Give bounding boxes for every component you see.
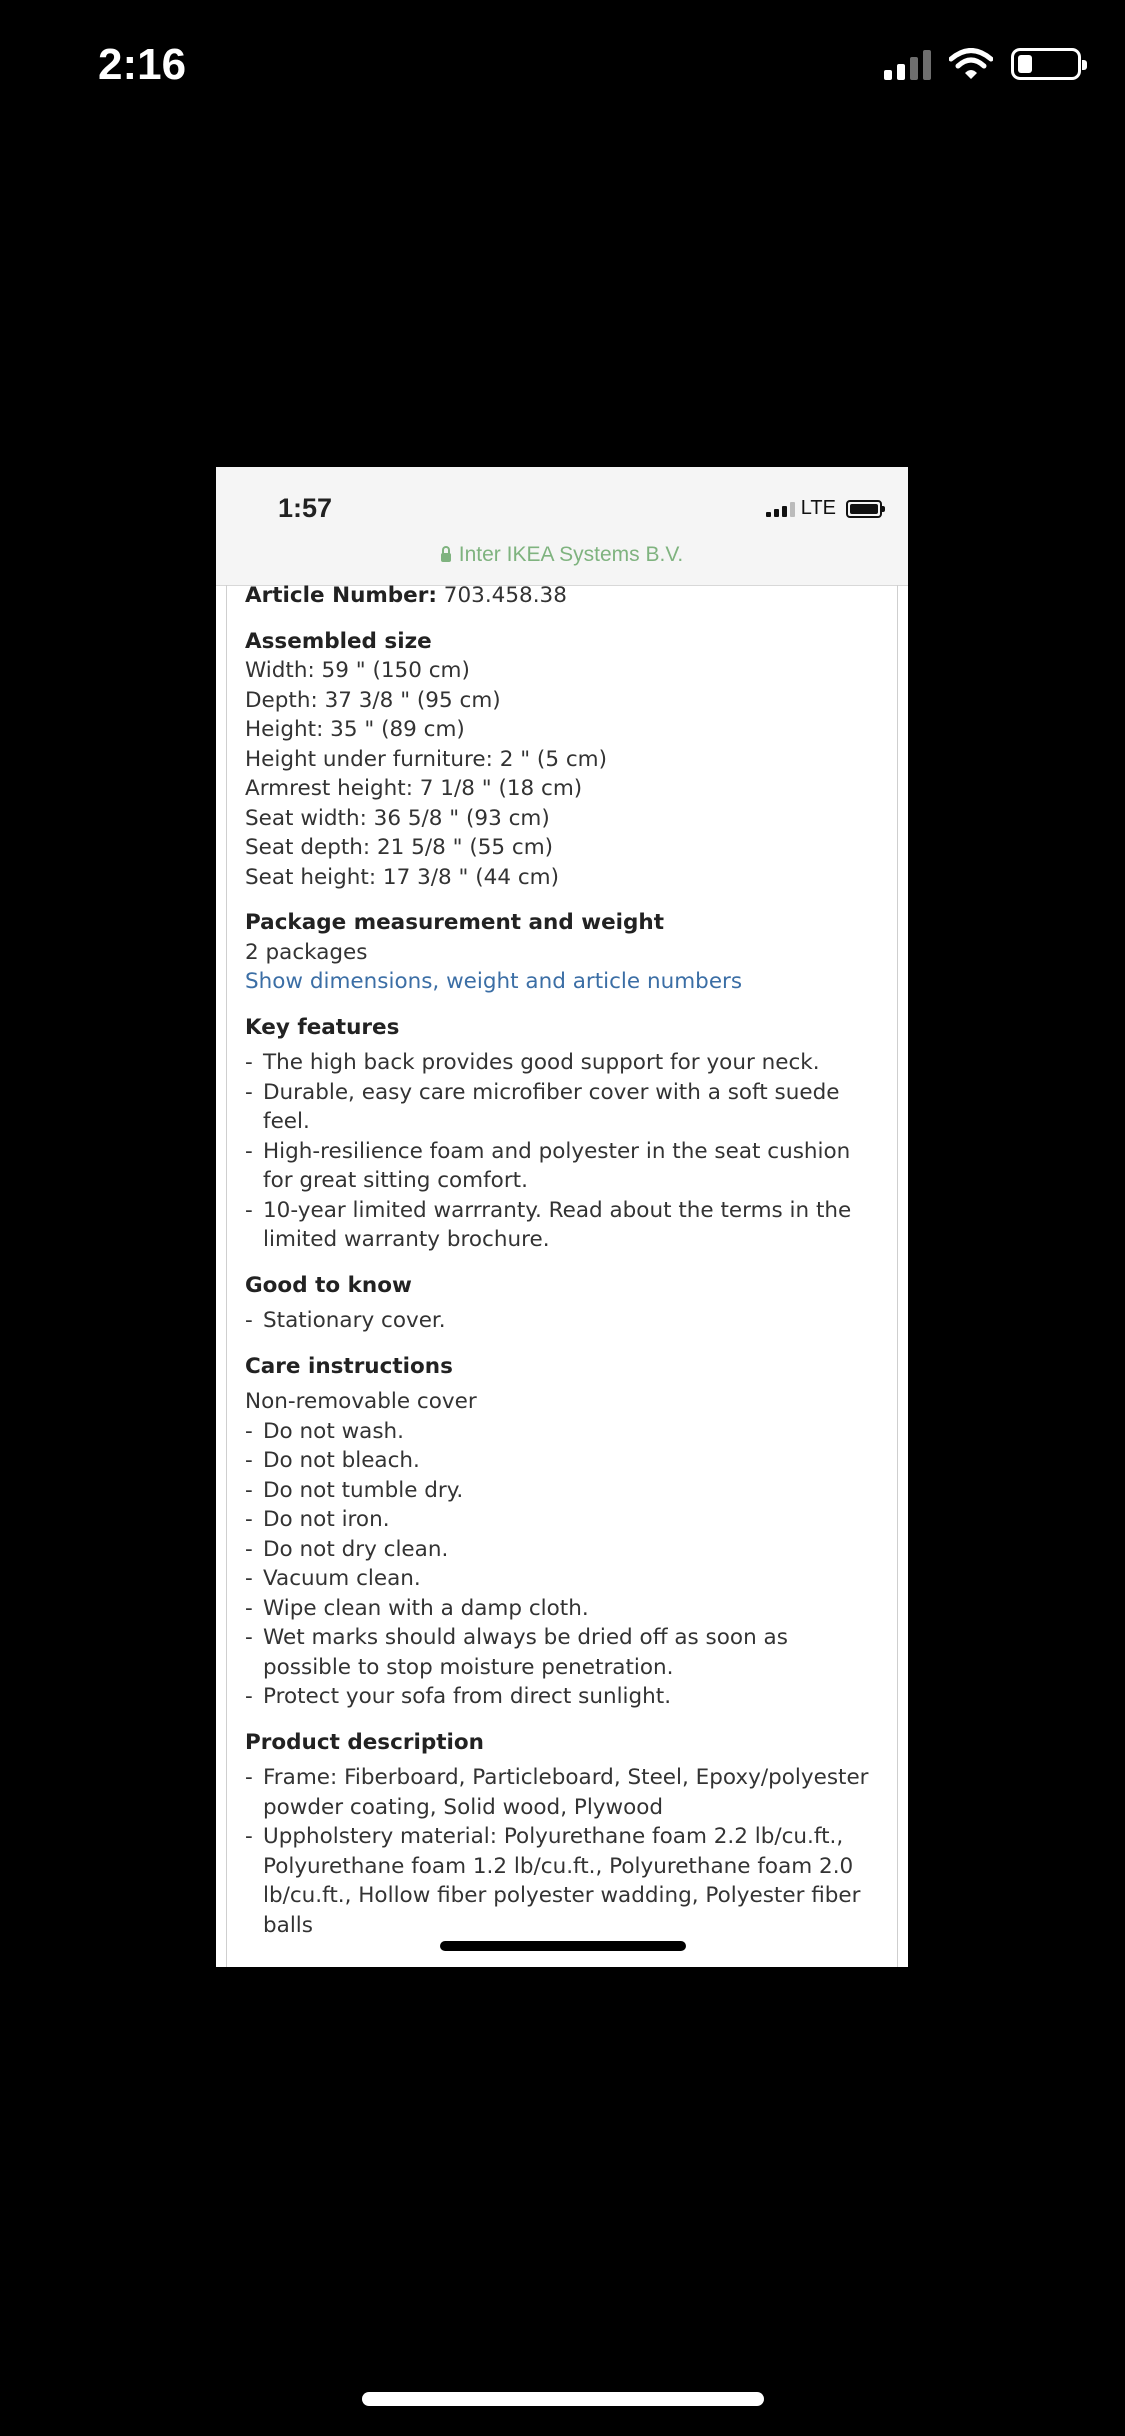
care-intro: Non-removable cover [245,1389,477,1414]
cellular-signal-icon [884,48,931,80]
url-bar[interactable] [216,543,908,567]
size-line: Seat depth: 21 5/8 " (55 cm) [245,835,554,860]
section-heading: Good to know [245,1272,412,1298]
list-item: - Do not wash. [245,1417,879,1447]
lock-icon [441,553,451,562]
inner-browser-header [216,467,908,586]
list-item: - High-resilience foam and polyester in the seat cushion for great sitting comfort. [245,1137,879,1196]
list-item: - Durable, easy care microfiber cover with a soft suede feel. [245,1078,879,1137]
size-line: Depth: 37 3/8 " (95 cm) [245,687,501,713]
section-heading: Key features [245,1014,400,1040]
list-item: - Protect your sofa from direct sunlight. [245,1682,879,1712]
list-item: - Vacuum clean. [245,1564,879,1594]
size-line: Width: 59 " (150 cm) [245,658,470,683]
inner-cellular-signal-icon [766,501,795,517]
package-count: 2 packages [245,939,368,965]
list-item: - Do not tumble dry. [245,1476,879,1506]
wifi-icon [949,48,993,80]
inner-home-indicator [440,1941,686,1951]
product-details [226,585,898,1967]
section-heading: Package measurement and weight [245,910,665,935]
good-to-know-section [245,1271,879,1336]
inner-status-time: 1:57 [278,493,333,523]
size-line: Seat width: 36 5/8 " (93 cm) [245,805,550,831]
care-instructions-section [245,1352,879,1712]
status-bar-icons [884,48,1081,80]
list-item: - 10-year limited warrranty. Read about the terms in the limited warranty brochure. [245,1196,879,1255]
package-section [245,908,879,997]
embedded-screenshot [216,467,908,1967]
inner-network-label: LTE [800,497,836,519]
show-dimensions-link[interactable]: Show dimensions, weight and article numbers [245,969,743,994]
product-description-section [245,1728,879,1941]
key-features-section [245,1013,879,1255]
size-line: Height: 35 " (89 cm) [245,717,465,742]
list-item: - Stationary cover. [245,1306,879,1336]
size-line: Seat height: 17 3/8 " (44 cm) [245,864,560,890]
section-heading: Care instructions [245,1353,453,1379]
home-indicator[interactable] [362,2392,764,2406]
inner-battery-icon [846,500,882,518]
list-item: - Do not iron. [245,1505,879,1535]
list-item: - Uppholstery material: Polyurethane foam 2.2 lb/cu.ft., Polyurethane foam 1.2 lb/cu.ft., Polyurethane foam 2.0 lb/cu.ft., Hollow fiber polyester wadding, Polyester fiber balls [245,1822,879,1940]
article-number-value: 703.458.38 [443,583,567,608]
section-heading: Product description [245,1729,484,1755]
size-line: Armrest height: 7 1/8 " (18 cm) [245,776,583,801]
list-item: - Frame: Fiberboard, Particleboard, Steel, Epoxy/polyester powder coating, Solid wood, Plywood [245,1763,879,1822]
url-title: Inter IKEA Systems B.V. [458,543,684,566]
assembled-size-section [245,627,879,893]
list-item: - Wet marks should always be dried off as soon as possible to stop moisture penetration. [245,1623,879,1682]
battery-icon [1011,48,1081,80]
status-bar-time: 2:16 [98,40,187,89]
list-item: - The high back provides good support for your neck. [245,1048,879,1078]
list-item: - Wipe clean with a damp cloth. [245,1594,879,1624]
article-number [245,581,879,611]
article-number-label: Article Number: [245,583,437,608]
list-item: - Do not dry clean. [245,1535,879,1565]
size-line: Height under furniture: 2 " (5 cm) [245,746,607,772]
list-item: - Do not bleach. [245,1446,879,1476]
section-heading: Assembled size [245,628,432,654]
inner-status-icons [766,497,882,520]
